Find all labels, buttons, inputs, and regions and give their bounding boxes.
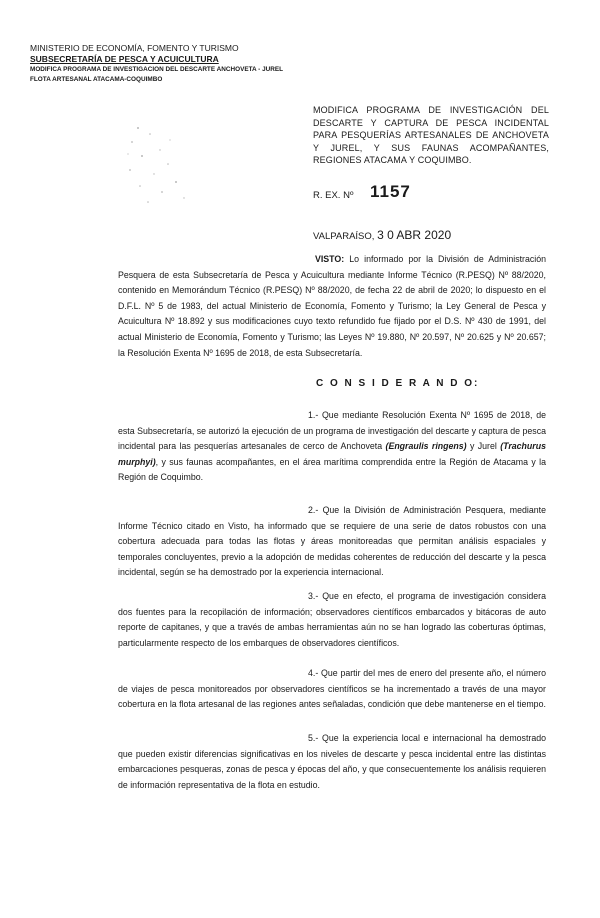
considerando-4-text: 4.- Que partir del mes de enero del presente año, el número de viajes de pesca monitoreados por observadores científicos se ha incrementado a través de una mayor cobertura en la flota artesanal de las regiones antes señaladas, condición que debe mantenerse en el tiempo. [118,668,546,710]
visto-label: VISTO: [315,254,345,264]
species-trachurus: (Trachurus murphyi) [118,441,546,467]
considerando-2-text: 2.- Que la División de Administración Pesquera, mediante Informe Técnico citado en Visto, ha informado que se requiere de una serie de datos robustos con una cobertura adecuada para todas las flotas y áreas monitoreadas que permitan análisis espaciales y temporales concluyentes, previo a la adopción de medidas coherentes de reducción del descarte y la pesca incidental, según se ha demostrado por la experiencia internacional. [118,505,546,578]
considerando-5-text: 5.- Que la experiencia local e internacional ha demostrado que pueden existir diferencias significativas en los niveles de descarte y pesca incidental entre las distintas embarcaciones pesqueras, zonas de pesca y épocas del año, y que consecuentemente los análisis requieren de información representativa de la flota en estudio. [118,733,546,790]
header-subject-line-2: FLOTA ARTESANAL ATACAMA-COQUIMBO [30,76,163,83]
considerando-1-text-b: y Jurel [469,441,497,452]
considerando-heading: C O N S I D E R A N D O: [316,378,480,389]
considerando-1-text-a: 1.- Que mediante Resolución Exenta Nº 1695 de 2018, de esta Subsecretaría, se autorizó la ejecución de un programa de investigación del descarte y captura de pesca incidental para las pesquerías artesanales de cerco de Anchoveta [118,410,546,452]
considerando-1-text-c: , y sus faunas acompañantes, en el área marítima comprendida entre la Región de Atacama y la Región de Coquimbo. [118,456,546,483]
subsecretaria-name: SUBSECRETARÍA DE PESCA Y ACUICULTURA [30,54,219,64]
considerando-1 [118,408,546,486]
visto-section [118,252,546,361]
resolution-title: MODIFICA PROGRAMA DE INVESTIGACIÓN DEL DESCARTE Y CAPTURA DE PESCA INCIDENTAL PARA PESQUERÍAS ARTESANALES DE ANCHOVETA Y JUREL, Y SUS FAUNAS ACOMPAÑANTES, REGIONES ATACAMA Y COQUIMBO. [313,105,549,166]
date-city: VALPARAÍSO, [313,231,375,242]
considerando-5 [118,731,546,793]
document-header [30,43,330,85]
considerando-2 [118,503,546,581]
considerando-3 [118,589,546,651]
considerando-3-text: 3.- Que en efecto, el programa de investigación considera dos fuentes para la recopilación de información; observadores científicos embarcados y bitácoras de auto reporte de capitanes, y que a través de ambas herramientas aún no se han logrado las coberturas óptimas, particularmente respecto de los embarques de observadores científicos. [118,591,546,648]
header-subject-line-1: MODIFICA PROGRAMA DE INVESTIGACION DEL DESCARTE ANCHOVETA - JUREL [30,66,284,73]
faint-seal-stamp [120,120,200,210]
date-value: 3 0 ABR 2020 [377,228,452,242]
resolution-number: 1157 [370,182,411,201]
species-engraulis: (Engraulis ringens) [385,441,467,452]
considerando-4 [118,666,546,713]
ministry-name: MINISTERIO DE ECONOMÍA, FOMENTO Y TURISMO [30,43,239,53]
resolution-date-line [313,228,451,242]
resolution-number-line [313,182,411,201]
resolution-label: R. EX. Nº [313,190,354,201]
visto-paragraph: Lo informado por la División de Administración Pesquera de esta Subsecretaría de Pesca y Acuicultura mediante Informe Técnico (R.PESQ) Nº 88/2020, contenido en Memorándum Técnico (R.PESQ) Nº 88/2020, de fecha 22 de abril de 2020; lo dispuesto en el D.F.L. Nº 5 de 1983, del actual Ministerio de Economía, Fomento y Turismo; la Ley General de Pesca y Acuicultura Nº 18.892 y sus modificaciones cuyo texto refundido fue fijado por el D.S. Nº 430 de 1991, del actual Ministerio de Economía, Fomento y Turismo; las Leyes Nº 19.880, Nº 20.597, Nº 20.625 y Nº 20.657; la Resolución Exenta Nº 1695 de 2018, de esta Subsecretaría. [118,254,546,358]
